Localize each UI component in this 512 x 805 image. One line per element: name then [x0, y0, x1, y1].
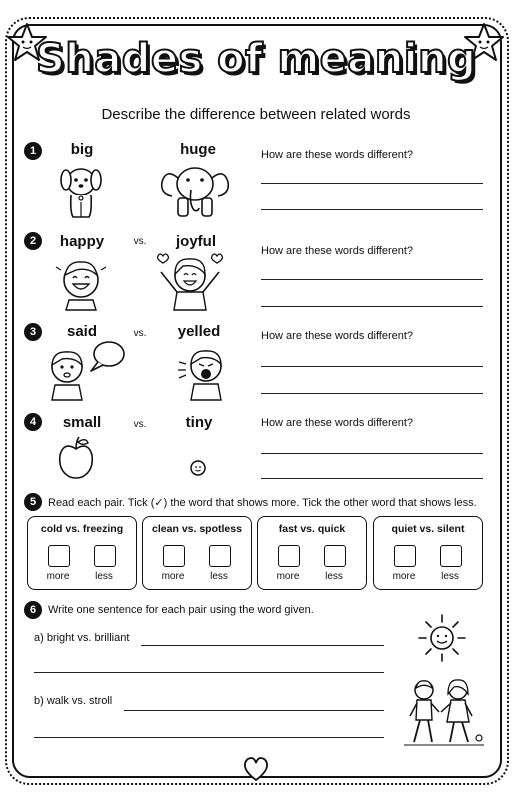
section-number: 5	[24, 493, 42, 511]
pair-card	[27, 516, 137, 590]
word-b: huge	[180, 141, 216, 158]
item-number: 3	[24, 323, 42, 341]
word-a: happy	[59, 233, 105, 250]
tiny-ball-icon	[188, 458, 208, 478]
answer-line[interactable]	[261, 478, 483, 479]
vs-label: vs.	[133, 236, 147, 247]
item-number: 4	[24, 413, 42, 431]
pair-label: cold vs. freezing	[40, 523, 124, 535]
apple-icon	[56, 435, 96, 481]
pair-card	[142, 516, 252, 590]
vs-label: vs.	[133, 328, 147, 339]
word-a: said	[66, 323, 97, 340]
more-checkbox[interactable]	[48, 545, 70, 567]
section-number: 6	[24, 601, 42, 619]
section6-instruction: Write one sentence for each pair using the word given.	[48, 604, 314, 616]
elephant-icon	[158, 160, 232, 220]
word-a: big	[70, 141, 94, 158]
item-number: 1	[24, 142, 42, 160]
answer-line[interactable]	[261, 453, 483, 454]
word-b: tiny	[185, 414, 213, 431]
answer-line[interactable]	[261, 393, 483, 394]
joyful-girl-icon	[153, 250, 227, 312]
answer-line[interactable]	[124, 710, 384, 711]
pair-label: clean vs. spotless	[152, 523, 242, 535]
more-label: more	[161, 571, 185, 582]
answer-line[interactable]	[261, 209, 483, 210]
answer-line[interactable]	[261, 366, 483, 367]
section5-instruction: Read each pair. Tick (✓) the word that shows more. Tick the other word that shows less.	[48, 497, 477, 509]
more-label: more	[46, 571, 70, 582]
pair-card	[257, 516, 367, 590]
less-label: less	[210, 571, 228, 582]
sentence-label: b) walk vs. stroll	[34, 695, 113, 707]
answer-line[interactable]	[34, 672, 384, 673]
less-checkbox[interactable]	[324, 545, 346, 567]
yelling-boy-icon	[176, 342, 232, 402]
answer-line[interactable]	[261, 306, 483, 307]
answer-line[interactable]	[141, 645, 384, 646]
more-label: more	[392, 571, 416, 582]
more-checkbox[interactable]	[394, 545, 416, 567]
question-prompt: How are these words different?	[261, 149, 414, 161]
speech-bubble-icon	[88, 340, 126, 374]
less-label: less	[325, 571, 343, 582]
word-b: yelled	[177, 323, 221, 340]
dog-icon	[55, 162, 107, 220]
more-checkbox[interactable]	[163, 545, 185, 567]
answer-line[interactable]	[261, 183, 483, 184]
happy-boy-icon	[52, 253, 110, 311]
less-checkbox[interactable]	[94, 545, 116, 567]
more-label: more	[276, 571, 300, 582]
answer-line[interactable]	[34, 737, 384, 738]
word-a: small	[62, 414, 102, 431]
less-label: less	[95, 571, 113, 582]
question-prompt: How are these words different?	[261, 330, 414, 342]
item-number: 2	[24, 232, 42, 250]
speaking-boy-icon	[44, 345, 90, 401]
sentence-label: a) bright vs. brilliant	[34, 632, 130, 644]
pair-label: quiet vs. silent	[391, 523, 465, 535]
question-prompt: How are these words different?	[261, 417, 414, 429]
page-frame	[12, 24, 502, 778]
page-title: Shades of meaning	[35, 36, 477, 82]
pair-label: fast vs. quick	[278, 523, 346, 535]
pair-card	[373, 516, 483, 590]
vs-label: vs.	[133, 419, 147, 430]
less-label: less	[441, 571, 459, 582]
more-checkbox[interactable]	[278, 545, 300, 567]
heart-icon	[242, 756, 270, 782]
sun-icon	[416, 612, 468, 664]
word-b: joyful	[176, 233, 216, 250]
less-checkbox[interactable]	[440, 545, 462, 567]
less-checkbox[interactable]	[209, 545, 231, 567]
page-subtitle: Describe the difference between related words	[101, 106, 411, 123]
walking-children-icon	[402, 676, 486, 748]
answer-line[interactable]	[261, 279, 483, 280]
question-prompt: How are these words different?	[261, 245, 414, 257]
